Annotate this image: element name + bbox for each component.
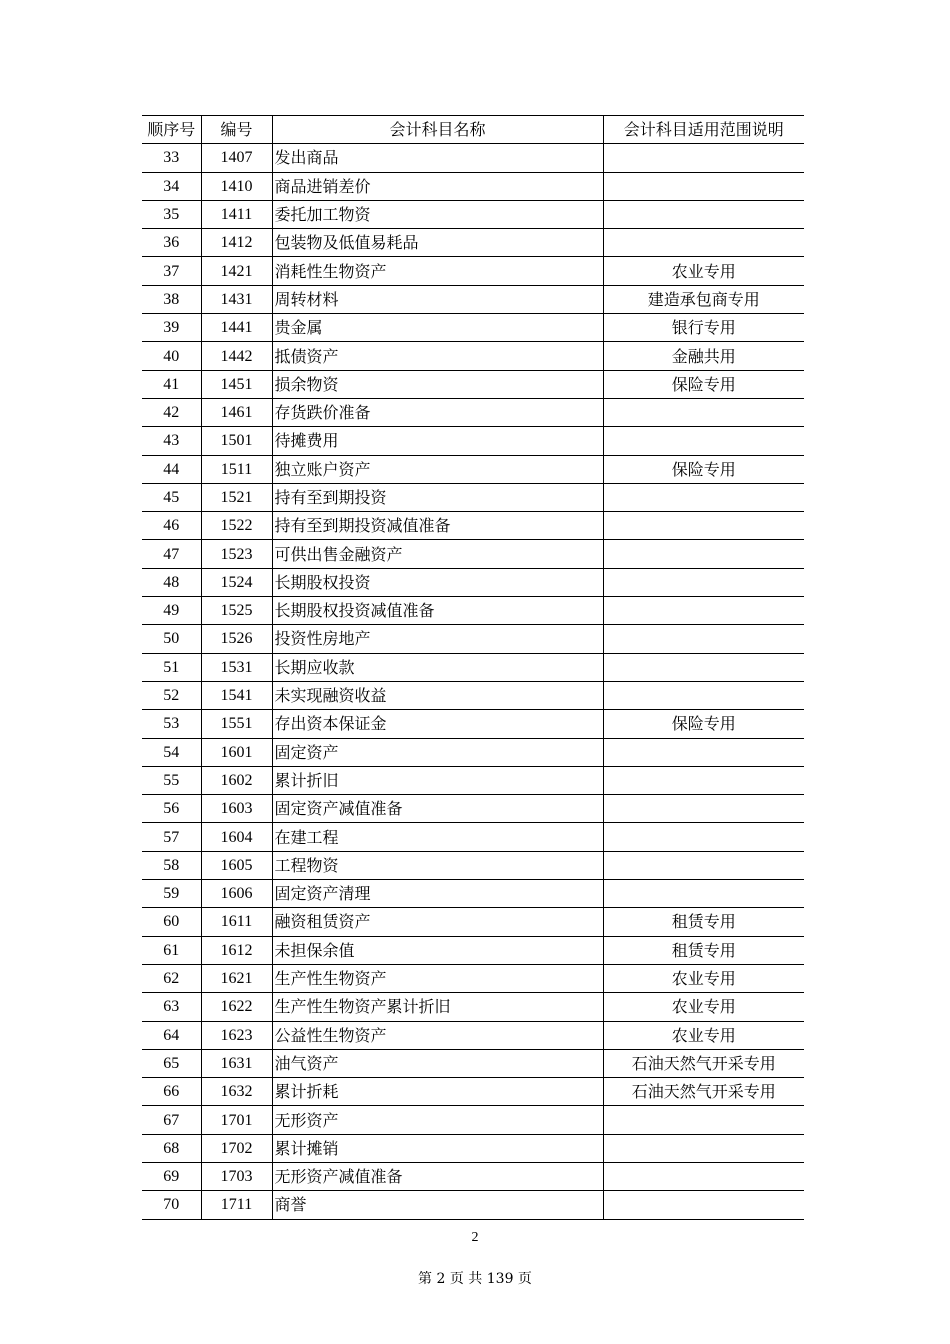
cell-scope [603, 1106, 804, 1134]
table-row [142, 285, 804, 313]
cell-scope: 石油天然气开采专用 [603, 1049, 804, 1077]
cell-name: 持有至到期投资减值准备 [272, 512, 603, 540]
table-row [142, 342, 804, 370]
cell-scope [603, 200, 804, 228]
cell-scope: 农业专用 [603, 993, 804, 1021]
cell-name: 油气资产 [272, 1049, 603, 1077]
cell-scope [603, 597, 804, 625]
cell-scope: 建造承包商专用 [603, 285, 804, 313]
cell-scope [603, 625, 804, 653]
header-seq: 顺序号 [142, 116, 201, 144]
table-row [142, 483, 804, 511]
cell-code: 1702 [201, 1134, 272, 1162]
cell-code: 1525 [201, 597, 272, 625]
cell-code: 1541 [201, 681, 272, 709]
cell-scope [603, 681, 804, 709]
cell-code: 1522 [201, 512, 272, 540]
cell-code: 1407 [201, 144, 272, 172]
cell-scope [603, 851, 804, 879]
cell-scope [603, 172, 804, 200]
cell-seq: 65 [142, 1049, 201, 1077]
cell-scope: 银行专用 [603, 314, 804, 342]
cell-code: 1410 [201, 172, 272, 200]
cell-seq: 36 [142, 229, 201, 257]
table-row [142, 738, 804, 766]
cell-name: 长期应收款 [272, 653, 603, 681]
cell-name: 可供出售金融资产 [272, 540, 603, 568]
cell-name: 生产性生物资产累计折旧 [272, 993, 603, 1021]
cell-code: 1461 [201, 398, 272, 426]
cell-code: 1524 [201, 568, 272, 596]
cell-code: 1623 [201, 1021, 272, 1049]
cell-seq: 66 [142, 1078, 201, 1106]
table-row [142, 681, 804, 709]
table-row [142, 993, 804, 1021]
cell-scope [603, 568, 804, 596]
cell-seq: 63 [142, 993, 201, 1021]
cell-scope [603, 540, 804, 568]
cell-scope [603, 653, 804, 681]
cell-seq: 38 [142, 285, 201, 313]
cell-code: 1601 [201, 738, 272, 766]
cell-seq: 60 [142, 908, 201, 936]
cell-code: 1431 [201, 285, 272, 313]
table-header-row [142, 116, 804, 144]
cell-scope: 金融共用 [603, 342, 804, 370]
cell-code: 1701 [201, 1106, 272, 1134]
cell-code: 1523 [201, 540, 272, 568]
cell-scope: 保险专用 [603, 370, 804, 398]
cell-scope [603, 1162, 804, 1190]
cell-code: 1622 [201, 993, 272, 1021]
cell-name: 融资租赁资产 [272, 908, 603, 936]
cell-seq: 47 [142, 540, 201, 568]
table-row [142, 1134, 804, 1162]
cell-seq: 34 [142, 172, 201, 200]
table-row [142, 597, 804, 625]
table-row [142, 1162, 804, 1190]
table-row [142, 314, 804, 342]
cell-code: 1604 [201, 823, 272, 851]
cell-scope: 保险专用 [603, 710, 804, 738]
table-row [142, 540, 804, 568]
table-row [142, 512, 804, 540]
cell-scope: 农业专用 [603, 964, 804, 992]
cell-scope [603, 398, 804, 426]
cell-seq: 41 [142, 370, 201, 398]
cell-scope: 租赁专用 [603, 908, 804, 936]
table-row [142, 398, 804, 426]
cell-name: 委托加工物资 [272, 200, 603, 228]
cell-name: 损余物资 [272, 370, 603, 398]
cell-seq: 45 [142, 483, 201, 511]
table-row [142, 625, 804, 653]
table-row [142, 710, 804, 738]
cell-seq: 58 [142, 851, 201, 879]
table-row [142, 823, 804, 851]
cell-name: 商誉 [272, 1191, 603, 1219]
cell-code: 1411 [201, 200, 272, 228]
table-row [142, 172, 804, 200]
cell-seq: 56 [142, 795, 201, 823]
cell-name: 发出商品 [272, 144, 603, 172]
cell-code: 1441 [201, 314, 272, 342]
cell-scope [603, 738, 804, 766]
cell-seq: 59 [142, 880, 201, 908]
header-name: 会计科目名称 [272, 116, 603, 144]
cell-name: 长期股权投资 [272, 568, 603, 596]
cell-name: 无形资产减值准备 [272, 1162, 603, 1190]
table-row [142, 653, 804, 681]
cell-seq: 52 [142, 681, 201, 709]
cell-name: 工程物资 [272, 851, 603, 879]
cell-seq: 37 [142, 257, 201, 285]
cell-code: 1632 [201, 1078, 272, 1106]
accounts-table [142, 115, 804, 1220]
cell-seq: 50 [142, 625, 201, 653]
cell-scope: 农业专用 [603, 1021, 804, 1049]
cell-seq: 57 [142, 823, 201, 851]
cell-seq: 48 [142, 568, 201, 596]
table-row [142, 144, 804, 172]
cell-seq: 70 [142, 1191, 201, 1219]
page-number: 2 [471, 1230, 479, 1245]
cell-name: 公益性生物资产 [272, 1021, 603, 1049]
cell-code: 1521 [201, 483, 272, 511]
table-row [142, 766, 804, 794]
cell-code: 1501 [201, 427, 272, 455]
cell-scope [603, 1191, 804, 1219]
cell-name: 长期股权投资减值准备 [272, 597, 603, 625]
cell-seq: 54 [142, 738, 201, 766]
cell-code: 1421 [201, 257, 272, 285]
cell-seq: 33 [142, 144, 201, 172]
cell-seq: 55 [142, 766, 201, 794]
cell-code: 1711 [201, 1191, 272, 1219]
cell-seq: 67 [142, 1106, 201, 1134]
cell-scope [603, 795, 804, 823]
cell-code: 1526 [201, 625, 272, 653]
cell-seq: 69 [142, 1162, 201, 1190]
cell-code: 1551 [201, 710, 272, 738]
cell-name: 在建工程 [272, 823, 603, 851]
cell-name: 投资性房地产 [272, 625, 603, 653]
table-row [142, 455, 804, 483]
cell-code: 1611 [201, 908, 272, 936]
cell-name: 无形资产 [272, 1106, 603, 1134]
table-row [142, 795, 804, 823]
table-row [142, 851, 804, 879]
table-row [142, 257, 804, 285]
cell-seq: 51 [142, 653, 201, 681]
cell-seq: 61 [142, 936, 201, 964]
table-row [142, 908, 804, 936]
table-row [142, 1106, 804, 1134]
cell-name: 抵债资产 [272, 342, 603, 370]
cell-seq: 62 [142, 964, 201, 992]
cell-scope [603, 823, 804, 851]
cell-name: 包装物及低值易耗品 [272, 229, 603, 257]
cell-code: 1606 [201, 880, 272, 908]
cell-seq: 39 [142, 314, 201, 342]
cell-seq: 46 [142, 512, 201, 540]
cell-seq: 40 [142, 342, 201, 370]
cell-scope [603, 512, 804, 540]
cell-name: 待摊费用 [272, 427, 603, 455]
cell-scope [603, 229, 804, 257]
cell-scope [603, 766, 804, 794]
cell-code: 1703 [201, 1162, 272, 1190]
cell-seq: 35 [142, 200, 201, 228]
cell-name: 商品进销差价 [272, 172, 603, 200]
table-row [142, 370, 804, 398]
cell-code: 1603 [201, 795, 272, 823]
cell-name: 周转材料 [272, 285, 603, 313]
table-row [142, 1078, 804, 1106]
cell-name: 累计折旧 [272, 766, 603, 794]
cell-name: 消耗性生物资产 [272, 257, 603, 285]
cell-scope [603, 1134, 804, 1162]
cell-scope: 租赁专用 [603, 936, 804, 964]
cell-scope: 保险专用 [603, 455, 804, 483]
cell-name: 未担保余值 [272, 936, 603, 964]
cell-name: 固定资产 [272, 738, 603, 766]
cell-code: 1511 [201, 455, 272, 483]
cell-seq: 53 [142, 710, 201, 738]
table-row [142, 200, 804, 228]
cell-name: 贵金属 [272, 314, 603, 342]
cell-name: 累计折耗 [272, 1078, 603, 1106]
table-row [142, 964, 804, 992]
cell-name: 生产性生物资产 [272, 964, 603, 992]
cell-name: 累计摊销 [272, 1134, 603, 1162]
cell-name: 存货跌价准备 [272, 398, 603, 426]
cell-code: 1631 [201, 1049, 272, 1077]
table-row [142, 427, 804, 455]
cell-name: 未实现融资收益 [272, 681, 603, 709]
header-code: 编号 [201, 116, 272, 144]
cell-name: 存出资本保证金 [272, 710, 603, 738]
cell-code: 1621 [201, 964, 272, 992]
cell-seq: 44 [142, 455, 201, 483]
cell-name: 固定资产清理 [272, 880, 603, 908]
cell-scope: 石油天然气开采专用 [603, 1078, 804, 1106]
cell-seq: 43 [142, 427, 201, 455]
header-scope: 会计科目适用范围说明 [603, 116, 804, 144]
cell-scope [603, 483, 804, 511]
cell-code: 1612 [201, 936, 272, 964]
cell-scope: 农业专用 [603, 257, 804, 285]
cell-scope [603, 427, 804, 455]
cell-name: 固定资产减值准备 [272, 795, 603, 823]
cell-seq: 42 [142, 398, 201, 426]
cell-scope [603, 144, 804, 172]
cell-scope [603, 880, 804, 908]
cell-seq: 68 [142, 1134, 201, 1162]
page-footer: 第 2 页 共 139 页 [418, 1271, 532, 1287]
cell-seq: 49 [142, 597, 201, 625]
table-row [142, 1021, 804, 1049]
table-row [142, 936, 804, 964]
cell-seq: 64 [142, 1021, 201, 1049]
cell-name: 持有至到期投资 [272, 483, 603, 511]
cell-code: 1412 [201, 229, 272, 257]
cell-name: 独立账户资产 [272, 455, 603, 483]
cell-code: 1442 [201, 342, 272, 370]
table-row [142, 1191, 804, 1219]
cell-code: 1531 [201, 653, 272, 681]
cell-code: 1602 [201, 766, 272, 794]
cell-code: 1605 [201, 851, 272, 879]
cell-code: 1451 [201, 370, 272, 398]
table-row [142, 229, 804, 257]
table-body [142, 144, 804, 1219]
table-row [142, 880, 804, 908]
table-row [142, 1049, 804, 1077]
table-row [142, 568, 804, 596]
